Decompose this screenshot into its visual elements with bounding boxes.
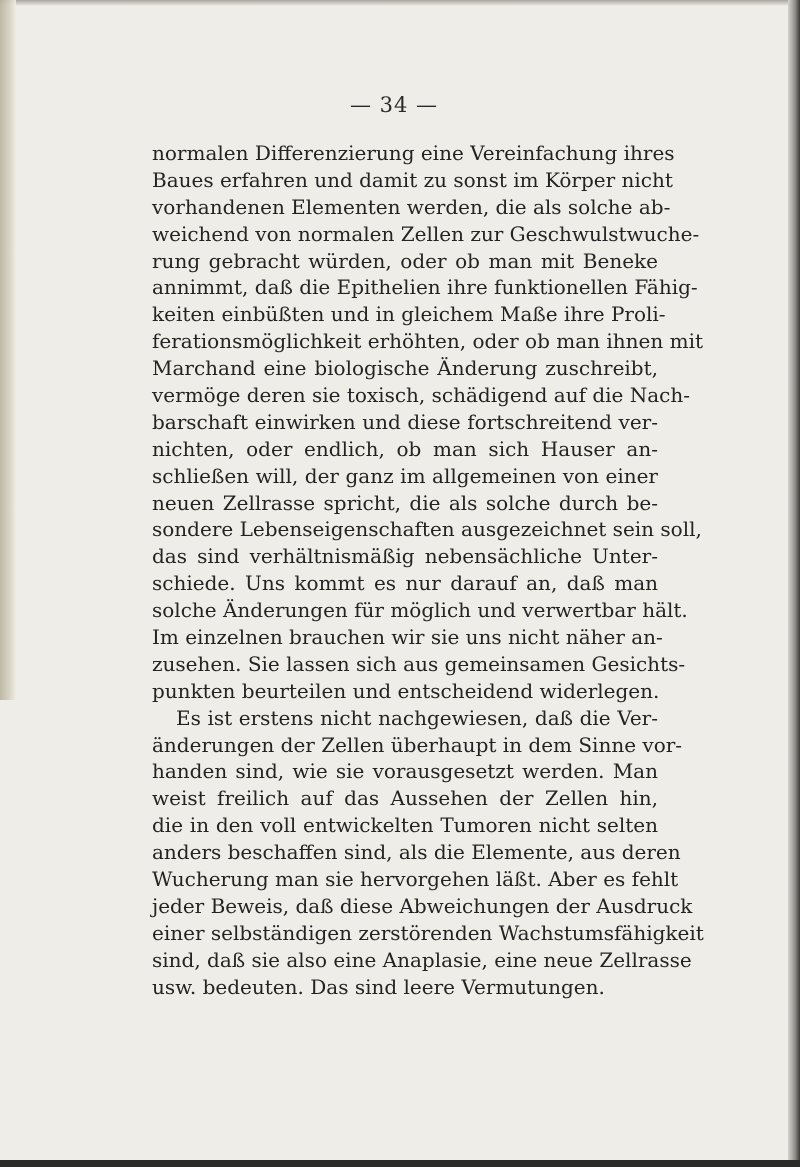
page-number: — 34 — — [349, 93, 439, 117]
body-text — [152, 140, 704, 1001]
text-line: Es ist erstens nicht nachgewiesen, daß die Ver- — [176, 705, 658, 730]
page-right-edge-shadow — [788, 0, 800, 1167]
text-line: weist freilich auf das Aussehen der Zellen hin, — [152, 786, 658, 811]
text-line: schiede. Uns kommt es nur darauf an, daß man — [152, 571, 658, 596]
text-line: ferationsmöglichkeit erhöhten, oder ob man ihnen mit — [152, 329, 703, 354]
text-line: einer selbständigen zerstörenden Wachstumsfähigkeit — [152, 920, 704, 945]
text-line: neuen Zellrasse spricht, die als solche durch be- — [152, 490, 658, 515]
text-line: änderungen der Zellen überhaupt in dem Sinne vor- — [152, 732, 683, 757]
text-line: handen sind, wie sie vorausgesetzt werden. Man — [152, 759, 658, 784]
text-line: nichten, oder endlich, ob man sich Hauser an- — [152, 436, 658, 461]
text-line: solche Änderungen für möglich und verwertbar hält. — [152, 598, 688, 623]
text-line: Baues erfahren und damit zu sonst im Körper nicht — [152, 167, 673, 192]
text-line: Marchand eine biologische Änderung zuschreibt, — [152, 356, 658, 381]
text-line: schließen will, der ganz im allgemeinen von einer — [152, 463, 658, 488]
text-line: vorhandenen Elementen werden, die als solche ab- — [152, 194, 671, 219]
text-line: sondere Lebenseigenschaften ausgezeichnet sein soll, — [152, 517, 702, 542]
text-line: sind, daß sie also eine Anaplasie, eine neue Zellrasse — [152, 947, 692, 972]
text-line: vermöge deren sie toxisch, schädigend auf die Nach- — [152, 383, 691, 408]
text-line: zusehen. Sie lassen sich aus gemeinsamen Gesichts- — [152, 651, 686, 676]
text-line: jeder Beweis, daß diese Abweichungen der Ausdruck — [152, 893, 693, 918]
text-line: anders beschaffen sind, als die Elemente, aus deren — [152, 840, 681, 865]
text-line: annimmt, daß die Epithelien ihre funktionellen Fähig- — [152, 275, 698, 300]
text-line: Im einzelnen brauchen wir sie uns nicht näher an- — [152, 625, 663, 650]
text-line: barschaft einwirken und diese fortschreitend ver- — [152, 409, 658, 434]
text-line: punkten beurteilen und entscheidend widerlegen. — [152, 678, 660, 703]
page-top-edge-shadow — [0, 0, 788, 6]
text-line: keiten einbüßten und in gleichem Maße ihre Proli- — [152, 302, 666, 327]
text-line: usw. bedeuten. Das sind leere Vermutungen. — [152, 974, 605, 999]
text-line: weichend von normalen Zellen zur Geschwulstwuche- — [152, 221, 700, 246]
text-line: Wucherung man sie hervorgehen läßt. Aber es fehlt — [152, 867, 679, 892]
text-line: rung gebracht würden, oder ob man mit Beneke — [152, 248, 658, 273]
text-line: normalen Differenzierung eine Vereinfachung ihres — [152, 141, 675, 165]
text-line: das sind verhältnismäßig nebensächliche Unter- — [152, 544, 658, 569]
text-line: die in den voll entwickelten Tumoren nicht selten — [152, 813, 658, 838]
page-bottom-edge-shadow — [0, 1160, 800, 1167]
